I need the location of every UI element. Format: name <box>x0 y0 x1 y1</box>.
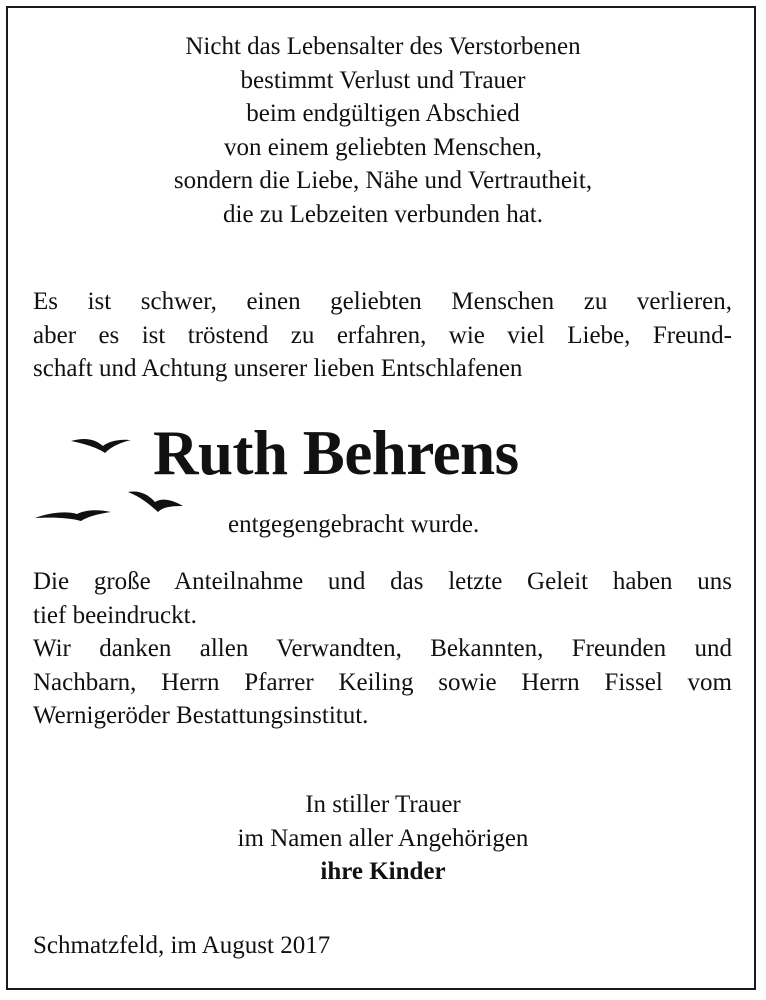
poem-line: die zu Lebzeiten verbunden hat. <box>223 200 543 228</box>
poem-line: Nicht das Lebensalter des Verstorbenen <box>185 33 581 60</box>
intro-paragraph <box>33 285 732 386</box>
thanks-line: Nachbarn, Herrn Pfarrer Keiling sowie Herrn Fissel vom <box>33 668 732 696</box>
closing-block <box>0 788 766 889</box>
bird-icon <box>71 439 131 453</box>
bird-icon <box>128 491 183 512</box>
name-continuation: entgegengebracht wurde. <box>228 511 480 538</box>
signature: ihre Kinder <box>320 858 446 886</box>
thanks-line: Wernigeröder Bestattungsinstitut. <box>33 702 369 730</box>
poem-line: sondern die Liebe, Nähe und Vertrautheit, <box>173 167 593 195</box>
poem-verse <box>0 30 766 232</box>
poem-line: bestimmt Verlust und Trauer <box>240 66 526 94</box>
place-date: Schmatzfeld, im August 2017 <box>33 932 331 959</box>
poem-line: beim endgültigen Abschied <box>246 100 520 128</box>
closing-line: im Namen aller Angehörigen <box>237 824 529 852</box>
closing-line: In stiller Trauer <box>305 791 461 818</box>
intro-line: schaft und Achtung unserer lieben Entschlafenen <box>33 355 523 383</box>
intro-line: Es ist schwer, einen geliebten Menschen zu verlieren, <box>33 288 732 315</box>
thanks-paragraph <box>33 565 732 733</box>
deceased-name: Ruth Behrens <box>153 418 519 488</box>
poem-line: von einem geliebten Menschen, <box>224 133 542 161</box>
thanks-line: tief beeindruckt. <box>33 601 197 629</box>
bird-icon <box>35 510 111 521</box>
thanks-line: Die große Anteilnahme und das letzte Geleit haben uns <box>33 568 732 595</box>
thanks-line: Wir danken allen Verwandten, Bekannten, Freunden und <box>33 635 732 663</box>
intro-line: aber es ist tröstend zu erfahren, wie viel Liebe, Freund- <box>33 321 732 349</box>
